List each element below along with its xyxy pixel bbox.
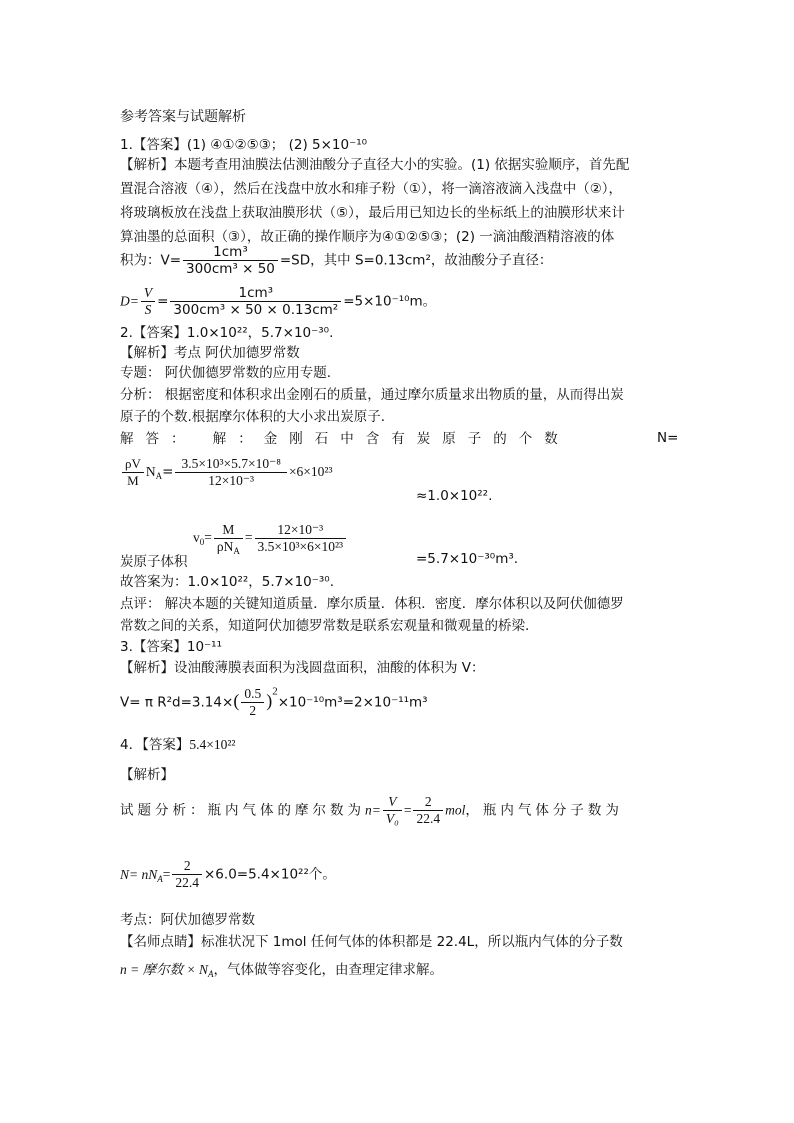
q2-v-frac1-num: M <box>222 522 235 537</box>
q2-n-big-frac <box>175 456 286 489</box>
q1-d-frac1-num: V <box>143 285 153 300</box>
q1-diameter-suffix: =5×10⁻¹⁰m。 <box>343 293 437 310</box>
q1-analysis-line-4: 算油墨的总面积（③），故正确的操作顺序为④①②⑤③；(2) 一滴油酸酒精溶液的体 <box>120 229 615 245</box>
q2-n-frac-den: M <box>122 472 144 489</box>
q2-fenxi-line-2: 原子的个数.根据摩尔体积的大小求出炭原子. <box>120 409 386 425</box>
q2-n-na <box>146 464 162 479</box>
q4-frac-1 <box>383 794 402 827</box>
q2-n-na-letter: N <box>145 464 156 479</box>
q4-N-sub: A <box>157 873 163 884</box>
q2-v-frac2-den: 3.5×10³×6×10²³ <box>255 538 347 555</box>
q4-N-prefix-text: N= nN <box>120 866 158 882</box>
q3-eq-suffix: ×10⁻¹⁰m³=2×10⁻¹¹m³ <box>277 694 428 711</box>
q4-N-prefix <box>120 867 163 882</box>
q2-zhuanti: 专题： 阿伏伽德罗常数的应用专题. <box>120 365 332 381</box>
q2-v-frac1-den <box>214 538 243 555</box>
q2-v0-letter: v <box>193 529 200 545</box>
q2-v-label: 炭原子体积 <box>120 554 188 570</box>
q4-N-formula: $N= nN_A=$ $\frac{2}{22.4}$ ×6.0=5.4×10²²个。 <box>120 858 336 890</box>
q1-volume-suffix: =SD，其中 S=0.13cm²，故油酸分子直径： <box>279 252 553 269</box>
q1-volume-denominator: 300cm³ × 50 <box>183 260 278 277</box>
q1-diameter-formula: D= $\frac{V}{S}$ = $\frac{\text{1cm³}}{\text{300cm³ × 50 × 0.13cm²}}$ =5×10⁻¹⁰m。 <box>120 285 437 318</box>
q1-diameter-fraction-2 <box>170 285 341 318</box>
q4-analysis: 【解析】 <box>120 767 174 783</box>
q2-v0-sub: 0 <box>199 536 205 547</box>
q2-v0-formula: $v_0=$ $\frac{M}{\rho N_A}$ = $\frac{\text{12×10⁻³}}{\text{3.5×10³×6×10²³}}$ <box>193 522 348 555</box>
q4-N-frac <box>172 858 202 891</box>
q2-n-frac-num: ρV <box>125 456 141 471</box>
q3-formula: V= π R²d=3.14×( $\frac{0.5}{2}$ )$^2$×10⁻¹⁰m³=2×10⁻¹¹m³ <box>120 685 428 718</box>
q4-frac-2 <box>413 794 443 827</box>
q2-fenxi-line-1: 分析： 根据密度和体积求出金刚石的质量，通过摩尔质量求出物质的量，从而得出炭 <box>120 387 624 403</box>
q3-answer: 3.【答案】10⁻¹¹ <box>120 639 223 655</box>
q4-frac1-den: V₀ <box>383 810 402 827</box>
q2-n-equals: N= <box>657 430 679 446</box>
q2-v-frac1-den-text: ρN <box>216 539 234 554</box>
q2-n-formula: $\frac{\rho V}{M}$ $N_A=$ $\frac{\text{3.5×10³×5.7×10⁻⁸}}{\text{12×10⁻³}}$ ×6×10²³ <box>120 456 333 489</box>
q1-analysis-line-2: 置混合溶液（④），然后在浅盘中放水和痱子粉（①），将一滴溶液滴入浅盘中（②）， <box>120 181 623 197</box>
q1-diameter-fraction-1 <box>141 285 155 318</box>
q4-mingshi-n <box>120 962 213 977</box>
q2-v-frac-2 <box>255 522 347 555</box>
q2-n-na-sub: A <box>155 471 163 481</box>
q4-N-frac-num: 2 <box>183 858 191 873</box>
q1-volume-numerator: 1cm³ <box>213 244 248 260</box>
q4-answer <box>120 736 235 754</box>
q4-frac2-den: 22.4 <box>413 810 443 827</box>
q2-v-frac1-den-sub: A <box>233 546 240 556</box>
q2-gu: 故答案为：1.0×10²²，5.7×10⁻³⁰. <box>120 574 334 590</box>
q3-frac <box>241 686 264 719</box>
q1-analysis-line-3: 将玻璃板放在浅盘上获取油膜形状（⑤），最后用已知边长的坐标纸上的油膜形状来计 <box>120 205 625 221</box>
q2-n-approx: ≈1.0×10²². <box>416 488 493 504</box>
q4-mingshi-line-1: 【名师点睛】标准状况下 1mol 任何气体的体积都是 22.4L，所以瓶内气体的分子数 <box>120 934 623 950</box>
q2-dianping-line-1: 点评： 解决本题的关键知道质量．摩尔质量．体积．密度．摩尔体积以及阿伏伽德罗 <box>120 596 624 612</box>
q2-jieda: 解答： 解：金刚石中含有炭原子的个数 <box>120 431 570 447</box>
q4-frac2-num: 2 <box>424 794 432 809</box>
q4-fenxi-prefix: 试题分析：瓶内气体的摩尔数为 <box>120 802 365 819</box>
q1-d-frac1-den: S <box>141 301 155 318</box>
q3-frac-den: 2 <box>241 702 264 719</box>
q1-volume-formula <box>120 244 552 277</box>
q2-v-frac2-num: 12×10⁻³ <box>277 522 324 537</box>
q2-n-big-den: 12×10⁻³ <box>175 472 286 489</box>
q1-diameter-prefix: D= <box>120 293 139 309</box>
q4-mingshi-2-text: n = 摩尔数 × N <box>120 962 208 977</box>
q4-fenxi: 试题分析：瓶内气体的摩尔数为n= $\frac{V}{\text{V₀}}$ = $\frac{2}{22.4}$ mol，瓶内气体分子数为 <box>120 794 623 826</box>
q2-v-frac-1 <box>214 522 243 555</box>
q2-v-result: =5.7×10⁻³⁰m³. <box>416 551 519 567</box>
q3-frac-num: 0.5 <box>244 686 262 701</box>
q2-v0 <box>193 530 204 545</box>
q4-frac1-num: V <box>388 794 397 809</box>
q4-n-eq: n= <box>365 802 381 818</box>
q1-volume-prefix: 积为：V= <box>120 252 182 269</box>
q2-n-big-num: 3.5×10³×5.7×10⁻⁸ <box>181 456 281 471</box>
q4-answer-prefix: 4．【答案】 <box>120 737 190 753</box>
q1-d-frac2-num: 1cm³ <box>238 285 274 301</box>
q2-n-frac-rho-v <box>122 456 144 489</box>
q3-analysis: 【解析】设油酸薄膜表面积为浅圆盘面积，油酸的体积为 V： <box>120 660 485 676</box>
q4-mingshi-2-suffix: ，气体做等容变化，由查理定律求解。 <box>213 962 443 978</box>
q1-analysis-line-1: 【解析】本题考查用油膜法估测油酸分子直径大小的实验。(1) 依据实验顺序，首先配 <box>120 157 630 173</box>
q2-answer: 2.【答案】1.0×10²²，5.7×10⁻³⁰. <box>120 325 334 341</box>
q4-mingshi-2-sub: A <box>207 969 214 979</box>
q1-answer: 1.【答案】(1) ④①②⑤③； (2) 5×10⁻¹⁰ <box>120 137 368 153</box>
q4-mol: mol <box>445 802 466 818</box>
q3-eq-prefix: V= π R²d=3.14× <box>120 694 234 711</box>
q4-N-frac-den: 22.4 <box>172 874 202 891</box>
q1-d-frac2-den: 300cm³ × 50 × 0.13cm² <box>170 301 341 318</box>
q1-volume-fraction <box>183 244 278 277</box>
q4-N-suffix: ×6.0=5.4×10²²个。 <box>204 866 336 883</box>
q4-kaodian: 考点：阿伏加德罗常数 <box>120 912 255 928</box>
q4-fenxi-suffix: ，瓶内气体分子数为 <box>465 802 623 819</box>
q4-mingshi-line-2 <box>120 961 443 979</box>
q4-answer-value: 5.4×10²² <box>189 737 236 752</box>
q2-kaodian: 【解析】考点 阿伏加德罗常数 <box>120 345 300 361</box>
page-title: 参考答案与试题解析 <box>120 109 246 125</box>
q2-n-times: ×6×10²³ <box>288 464 333 479</box>
q2-dianping-line-2: 常数之间的关系，知道阿伏加德罗常数是联系宏观量和微观量的桥梁. <box>120 618 530 634</box>
